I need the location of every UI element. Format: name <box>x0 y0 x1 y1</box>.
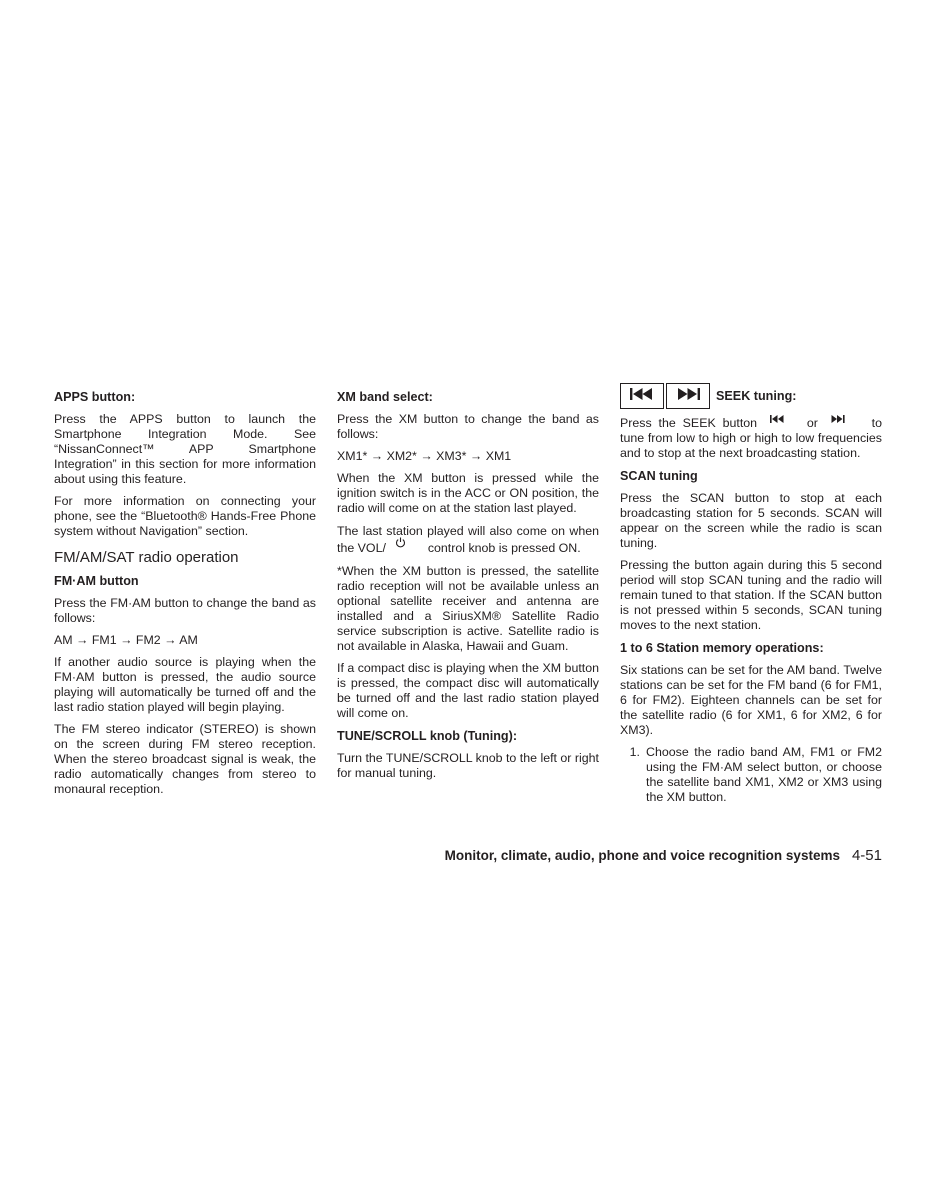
xm-heading: XM band select: <box>337 390 433 404</box>
apps-paragraph-2: For more information on connecting your phone, see the “Bluetooth® Hands-Free Phone system without Navigation” section. <box>54 494 316 538</box>
fmam-paragraph-2: If another audio source is playing when the FM·AM button is pressed, the audio source playing will automatically be turned off and the last radio station played will begin playing. <box>54 655 316 714</box>
step-text: Choose the radio band AM, FM1 or FM2 using the FM·AM select button, or choose the satellite band XM1, XM2 or XM3 using the XM button. <box>646 745 882 805</box>
scan-paragraph-1: Press the SCAN button to stop at each broadcasting station for 5 seconds. SCAN will appear on the screen while the radio is scan tuning. <box>620 491 882 551</box>
xm-paragraph-3 <box>337 523 599 557</box>
column-2 <box>337 389 599 788</box>
apps-paragraph-1: Press the APPS button to launch the Smartphone Integration Mode. See “NissanConnect™ APP Smartphone Integration” in this section for more information about using this feature. <box>54 412 316 486</box>
seek-paragraph <box>620 416 882 461</box>
fmam-paragraph-3: The FM stereo indicator (STEREO) is shown on the screen during FM stereo reception. When the stereo broadcast signal is weak, the radio automatically changes from stereo to monaural reception. <box>54 722 316 796</box>
column-1 <box>54 389 316 804</box>
fmam-paragraph-1: Press the FM·AM button to change the band as follows: <box>54 596 316 625</box>
tune-heading: TUNE/SCROLL knob (Tuning): <box>337 729 518 744</box>
seek-forward-icon <box>675 388 701 404</box>
seek-back-icon <box>770 412 784 427</box>
fmam-heading: FM·AM button <box>54 574 139 588</box>
seek-header-row <box>620 383 882 409</box>
scan-paragraph-2: Pressing the button again during this 5 second period will stop SCAN tuning and the radio will remain tuned to that station. If the SCAN button is not pressed within 5 seconds, SCAN tuning moves to the next station. <box>620 558 882 633</box>
seek-back-button-illustration <box>620 383 664 409</box>
list-item <box>620 745 882 805</box>
section-title: FM/AM/SAT radio operation <box>54 549 239 566</box>
xm-paragraph-3-start: The last station played will also come on when the VOL/ <box>337 524 599 555</box>
xm-paragraph-5: If a compact disc is playing when the XM button is pressed, the compact disc will automatically be turned off and the last radio station played will come on. <box>337 661 599 721</box>
step-number: 1. <box>629 745 640 760</box>
xm-sequence: XM1* → XM2* → XM3* → XM1 <box>337 449 512 463</box>
seek-forward-icon <box>831 412 845 427</box>
seek-paragraph-end: to tune from low to high or high to low frequencies and to stop at the next broadcasting station. <box>620 416 882 461</box>
memory-paragraph: Six stations can be set for the AM band. Twelve stations can be set for the FM band (6 for FM1, 6 for FM2). Eighteen channels can be set for the satellite radio (6 for XM1, 6 for XM2, 6 for XM3). <box>620 663 882 738</box>
xm-paragraph-1: Press the XM button to change the band as follows: <box>337 412 599 441</box>
page-footer <box>445 848 882 863</box>
xm-paragraph-3-end: control knob is pressed ON. <box>427 541 581 555</box>
memory-heading: 1 to 6 Station memory operations: <box>620 641 824 656</box>
page-number: 4-51 <box>851 847 882 864</box>
apps-heading: APPS button: <box>54 390 136 404</box>
column-3 <box>620 389 882 805</box>
fmam-sequence: AM → FM1 → FM2 → AM <box>54 633 198 647</box>
memory-steps-list <box>620 745 882 805</box>
seek-heading: SEEK tuning: <box>716 389 797 403</box>
seek-paragraph-or: or <box>806 416 818 430</box>
tune-paragraph: Turn the TUNE/SCROLL knob to the left or right for manual tuning. <box>337 751 599 781</box>
seek-back-icon <box>629 388 655 404</box>
xm-paragraph-2: When the XM button is pressed while the ignition switch is in the ACC or ON position, the radio will come on at the station last played. <box>337 471 599 515</box>
footer-title: Monitor, climate, audio, phone and voice recognition systems <box>444 848 840 863</box>
scan-heading: SCAN tuning <box>620 469 698 484</box>
xm-paragraph-4: *When the XM button is pressed, the satellite radio reception will not be available unless an optional satellite receiver and antenna are installed and a SiriusXM® Satellite Radio service subscription is active. Satellite radio is not available in Alaska, Hawaii and Guam. <box>337 564 599 654</box>
seek-forward-button-illustration <box>666 383 710 409</box>
power-icon <box>395 536 406 553</box>
seek-paragraph-start: Press the SEEK button <box>620 416 758 430</box>
